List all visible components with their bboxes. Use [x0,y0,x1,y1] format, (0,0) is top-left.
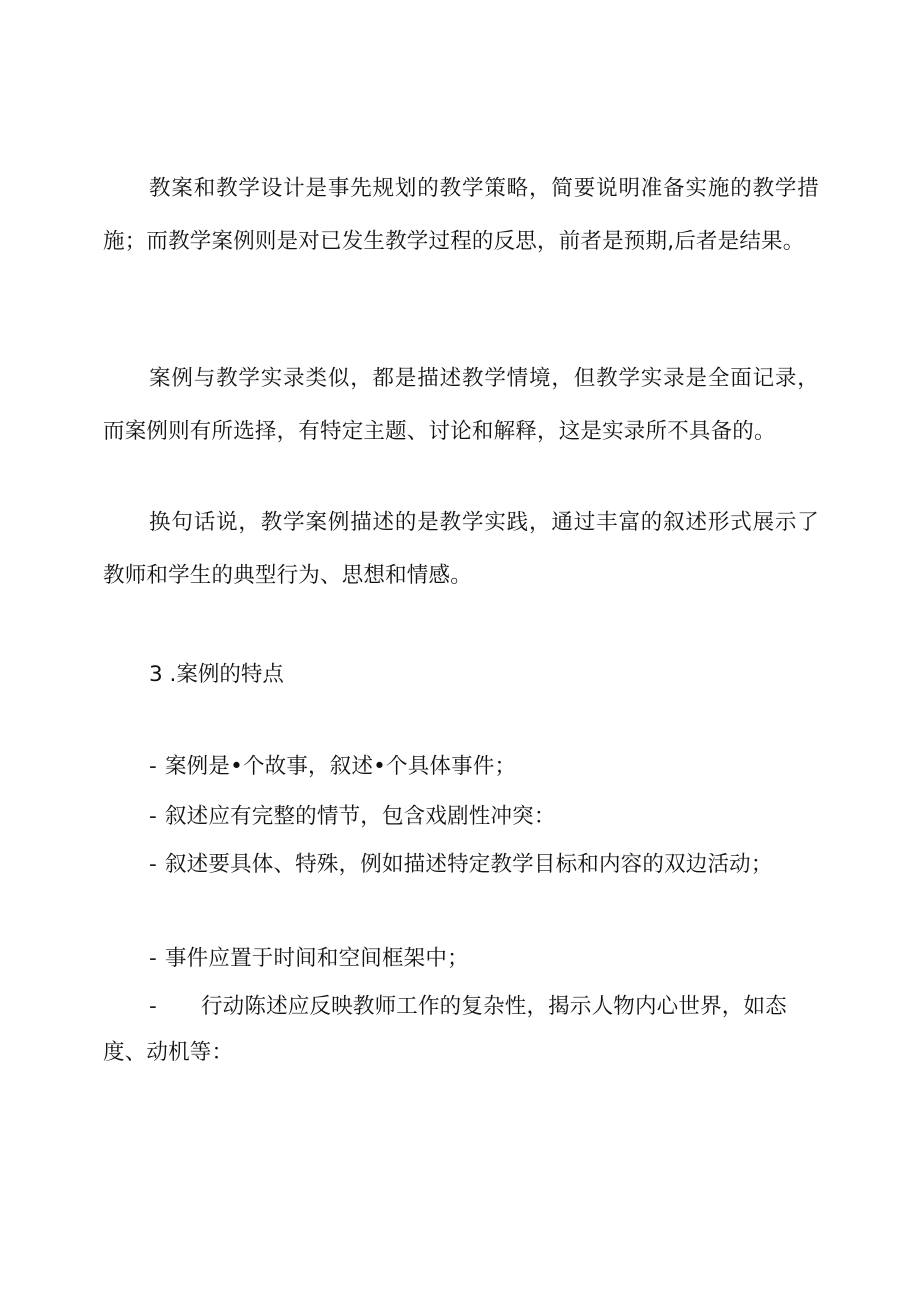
paragraph-case-vs-record: 案例与教学实录类似，都是描述教学情境，但教学实录是全面记录，而案例则有所选择，有特定主题、讨论和解释，这是实录所不具备的。 [103,366,819,444]
list-item [103,744,819,790]
list-item-text: 叙述应有完整的情节，包含戏剧性冲突： [164,804,556,829]
list-item-text: 行动陈述应反映教师工作的复杂性，揭示人物内心世界，如态度、动机等： [103,994,787,1065]
list-item [103,842,819,888]
list-item-text: 事件应置于时间和空间框架中； [164,946,469,971]
dash-marker: - [149,994,157,1019]
dash-marker: - [149,754,157,779]
list-item [103,794,819,840]
paragraph-in-other-words: 换句话说，教学案例描述的是教学实践，通过丰富的叙述形式展示了教师和学生的典型行为、思想和情感。 [103,510,819,588]
list-item [103,936,819,982]
list-item [103,984,819,1076]
paragraph-lesson-plan-vs-case: 教案和教学设计是事先规划的教学策略，简要说明准备实施的教学措施；而教学案例则是对已发生教学过程的反思，前者是预期,后者是结果。 [103,176,819,254]
dash-marker: - [149,804,157,829]
dash-marker: - [149,852,157,877]
list-item-text: 案例是•个故事，叙述•个具体事件； [164,754,517,779]
list-item-text: 叙述要具体、特殊，例如描述特定教学目标和内容的双边活动； [164,852,773,877]
section-heading: 3 .案例的特点 [149,662,284,687]
dash-marker: - [149,946,157,971]
